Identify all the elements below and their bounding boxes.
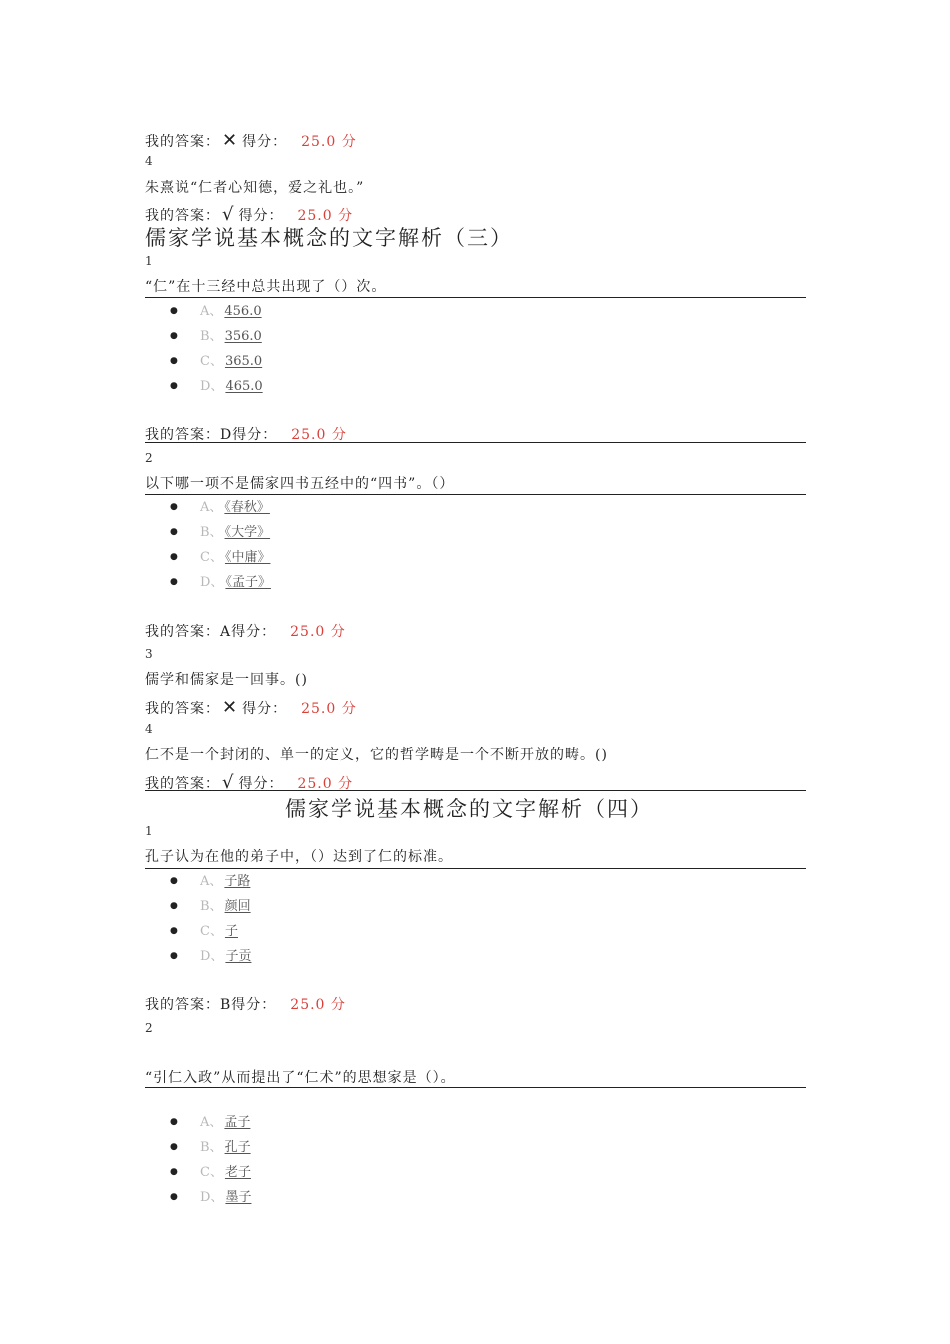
my-answer-label: 我的答案： <box>145 134 220 150</box>
question-text: 朱熹说“仁者心知德，爱之礼也。” <box>145 180 365 196</box>
option-a[interactable]: ● A、 《春秋》 <box>170 495 271 520</box>
my-answer-label: 我的答案： <box>145 427 220 443</box>
score-value: 25.0 分 <box>290 997 346 1013</box>
question-number: 4 <box>145 154 153 168</box>
score-label: 得分： <box>231 624 277 640</box>
cross-icon: ✕ <box>222 130 239 151</box>
option-d[interactable]: ● D、 465.0 <box>170 374 263 399</box>
check-icon: √ <box>222 772 235 793</box>
score-value: 25.0 分 <box>297 208 354 224</box>
question-text: 孔子认为在他的弟子中，（）达到了仁的标准。 <box>145 849 453 865</box>
score-value: 25.0 分 <box>291 427 347 443</box>
my-answer-label: 我的答案： <box>145 624 220 640</box>
cross-icon: ✕ <box>222 697 239 718</box>
option-text[interactable]: 老子 <box>224 1165 251 1180</box>
question-text: “仁”在十三经中总共出现了（）次。 <box>145 279 387 295</box>
option-b[interactable]: ● B、 颜回 <box>170 894 251 919</box>
option-c[interactable]: ● C、 老子 <box>170 1160 251 1185</box>
option-text[interactable]: 《中庸》 <box>224 550 271 565</box>
my-answer-label: 我的答案： <box>145 776 220 792</box>
question-number: 1 <box>145 254 153 268</box>
option-text[interactable]: 《春秋》 <box>224 500 270 515</box>
option-text[interactable]: 孔子 <box>224 1140 251 1155</box>
question-number: 1 <box>145 824 153 838</box>
score-label: 得分： <box>238 208 284 224</box>
my-answer-label: 我的答案： <box>145 701 220 717</box>
option-text[interactable]: 墨子 <box>225 1190 252 1205</box>
question-number: 2 <box>145 451 153 465</box>
option-d[interactable]: ● D、 《孟子》 <box>170 570 271 595</box>
check-icon: √ <box>222 204 235 225</box>
option-a[interactable]: ● A、 孟子 <box>170 1110 251 1135</box>
options-list <box>170 495 271 595</box>
score-label: 得分： <box>231 997 277 1013</box>
option-d[interactable]: ● D、 子贡 <box>170 944 251 969</box>
answer-line <box>145 621 346 641</box>
option-text[interactable]: 孟子 <box>224 1115 251 1130</box>
question-text: “引仁入政”从而提出了“仁术”的思想家是（）。 <box>145 1070 456 1086</box>
option-text[interactable]: 356.0 <box>224 329 262 344</box>
divider <box>145 1087 806 1088</box>
score-label: 得分： <box>238 776 284 792</box>
my-answer-label: 我的答案： <box>145 997 220 1013</box>
option-b[interactable]: ● B、 《大学》 <box>170 520 271 545</box>
option-text[interactable]: 子路 <box>224 874 251 889</box>
option-text[interactable]: 子 <box>224 924 238 939</box>
option-text[interactable]: 465.0 <box>225 379 263 394</box>
option-c[interactable]: ● C、 365.0 <box>170 349 263 374</box>
question-text: 儒学和儒家是一回事。() <box>145 672 308 688</box>
options-list <box>170 299 263 399</box>
option-text[interactable]: 《大学》 <box>224 525 271 540</box>
score-value: 25.0 分 <box>301 134 357 150</box>
score-label: 得分： <box>242 701 288 717</box>
divider <box>145 790 806 791</box>
section-title: 儒家学说基本概念的文字解析（四） <box>285 797 653 821</box>
divider <box>145 442 806 443</box>
option-text[interactable]: 456.0 <box>224 304 262 319</box>
score-label: 得分： <box>242 134 288 150</box>
score-value: 25.0 分 <box>297 776 354 792</box>
my-answer-label: 我的答案： <box>145 208 220 224</box>
question-number: 2 <box>145 1021 153 1035</box>
question-text: 以下哪一项不是儒家四书五经中的“四书”。（） <box>145 476 455 492</box>
option-text[interactable]: 365.0 <box>224 354 263 369</box>
option-b[interactable]: ● B、 356.0 <box>170 324 263 349</box>
answer-line <box>145 697 357 718</box>
options-list <box>170 1110 251 1210</box>
option-c[interactable]: ● C、 子 <box>170 919 251 944</box>
option-text[interactable]: 《孟子》 <box>225 575 271 590</box>
answer-value: A <box>220 624 232 640</box>
divider <box>145 297 806 298</box>
answer-line <box>145 130 357 151</box>
section-title: 儒家学说基本概念的文字解析（三） <box>145 226 513 250</box>
question-text: 仁不是一个封闭的、单一的定义，它的哲学畴是一个不断开放的畴。() <box>145 747 608 763</box>
score-value: 25.0 分 <box>301 701 357 717</box>
answer-value: D <box>220 427 233 443</box>
option-text[interactable]: 颜回 <box>224 899 251 914</box>
score-value: 25.0 分 <box>290 624 346 640</box>
option-b[interactable]: ● B、 孔子 <box>170 1135 251 1160</box>
question-number: 3 <box>145 647 153 661</box>
option-text[interactable]: 子贡 <box>225 949 252 964</box>
answer-value: B <box>220 997 232 1013</box>
option-a[interactable]: ● A、 456.0 <box>170 299 263 324</box>
option-a[interactable]: ● A、 子路 <box>170 869 251 894</box>
option-c[interactable]: ● C、 《中庸》 <box>170 545 271 570</box>
option-d[interactable]: ● D、 墨子 <box>170 1185 251 1210</box>
score-label: 得分： <box>232 427 278 443</box>
answer-line <box>145 994 346 1014</box>
question-number: 4 <box>145 722 153 736</box>
answer-line <box>145 424 347 444</box>
options-list <box>170 869 251 969</box>
